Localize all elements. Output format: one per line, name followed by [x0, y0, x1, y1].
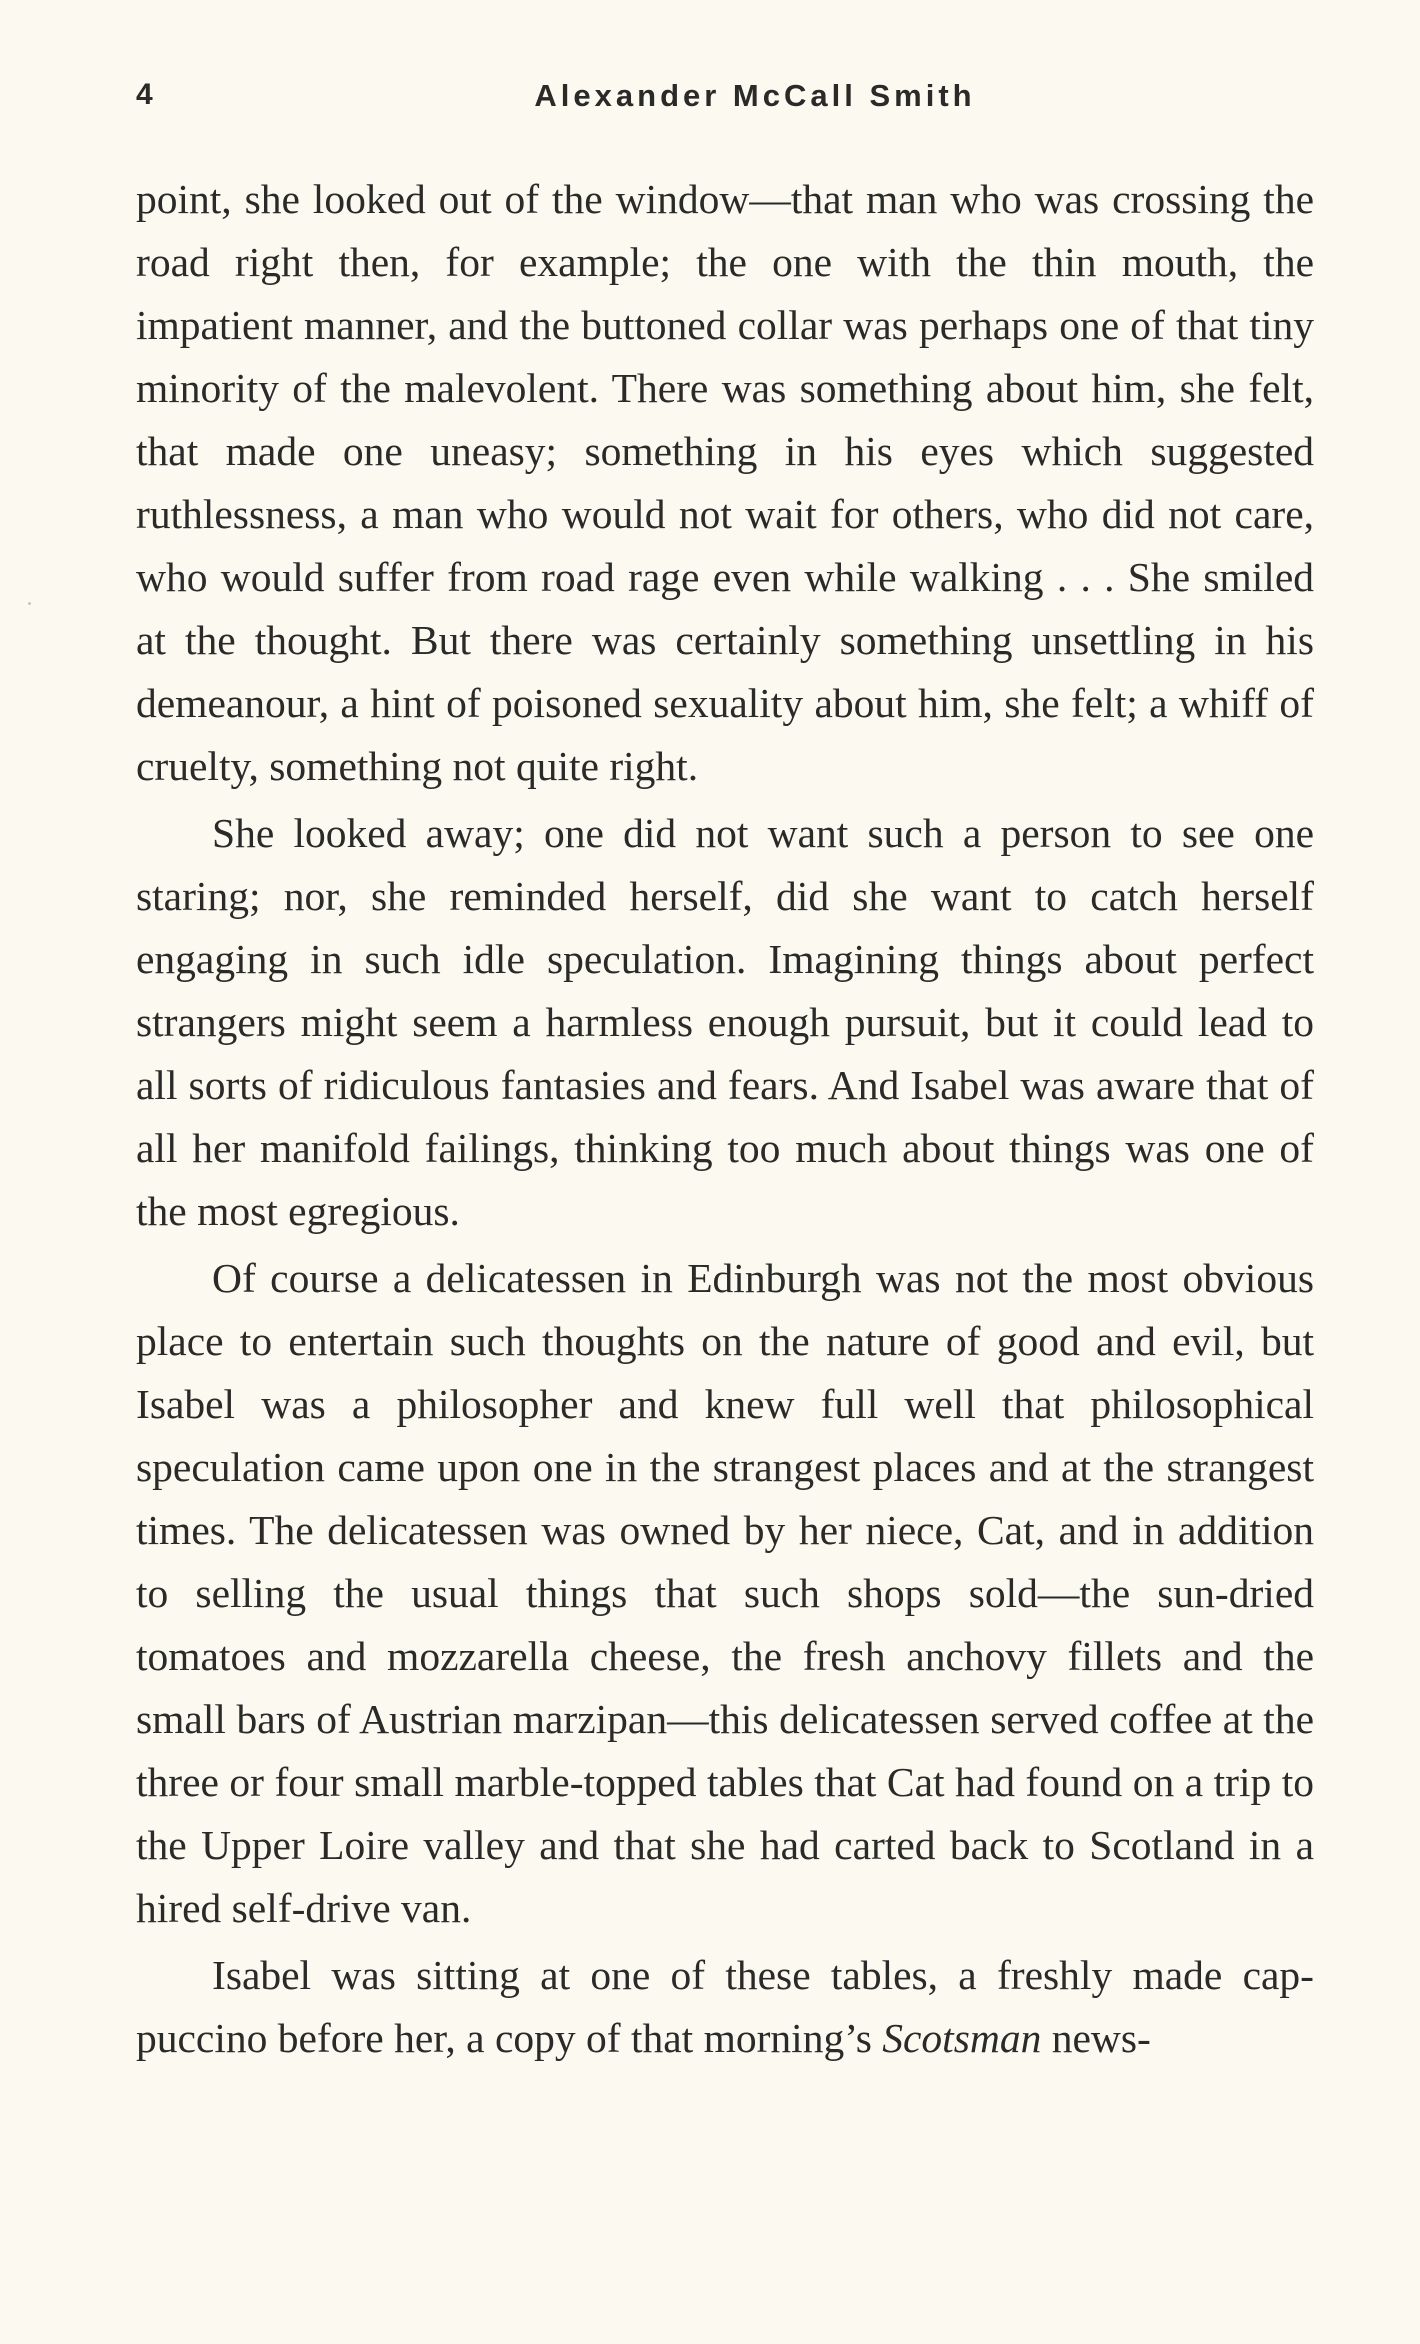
paragraph: point, she looked out of the window—that man who was crossing the road right then, for example; the one with the thin mouth, the impatient manner, and the buttoned collar was perhaps one of that tiny minority of the malevolent. There was something about him, she felt, that made one uneasy; something in his eyes which suggested ruthlessness, a man who would not wait for others, who did not care, who would suffer from road rage even while walking . . . She smiled at the thought. But there was certainly something unsettling in his demeanour, a hint of poisoned sexuality about him, she felt; a whiff of cruelty, something not quite right.	[136, 176, 1314, 789]
running-head: Alexander McCall Smith	[534, 78, 976, 113]
paragraph: She looked away; one did not want such a person to see one staring; nor, she reminded herself, did she want to catch herself engaging in such idle speculation. Imagining things about perfect strangers might seem a harmless enough pursuit, but it could lead to all sorts of ridiculous fantasies and fears. And Isabel was aware that of all her manifold failings, thinking too much about things was one of the most egregious.	[136, 810, 1314, 1234]
paragraph-text: news-	[1041, 2015, 1151, 2061]
newspaper-title: Scotsman	[882, 2015, 1042, 2061]
paragraph	[136, 1944, 1314, 2070]
body-text	[136, 168, 1314, 2070]
paragraph: Of course a delicatessen in Edinburgh was not the most obvious place to entertain such thoughts on the nature of good and evil, but Isabel was a philosopher and knew full well that philosophical speculation came upon one in the strangest places and at the strangest times. The delicatessen was owned by her niece, Cat, and in addition to selling the usual things that such shops sold—the sun-dried tomatoes and mozzarella cheese, the fresh anchovy fillets and the small bars of Austrian marzipan—this delicatessen served coffee at the three or four small marble-topped tables that Cat had found on a trip to the Upper Loire valley and that she had carted back to Scotland in a hired self-drive van.	[136, 1255, 1314, 1931]
paragraph-text: Isabel was sitting at one of these tables, a freshly made cappuccino before her, a copy of that morning’s	[136, 1952, 1314, 2061]
scan-speck	[28, 602, 31, 605]
page-header	[136, 78, 1314, 128]
page-number: 4	[136, 78, 154, 111]
